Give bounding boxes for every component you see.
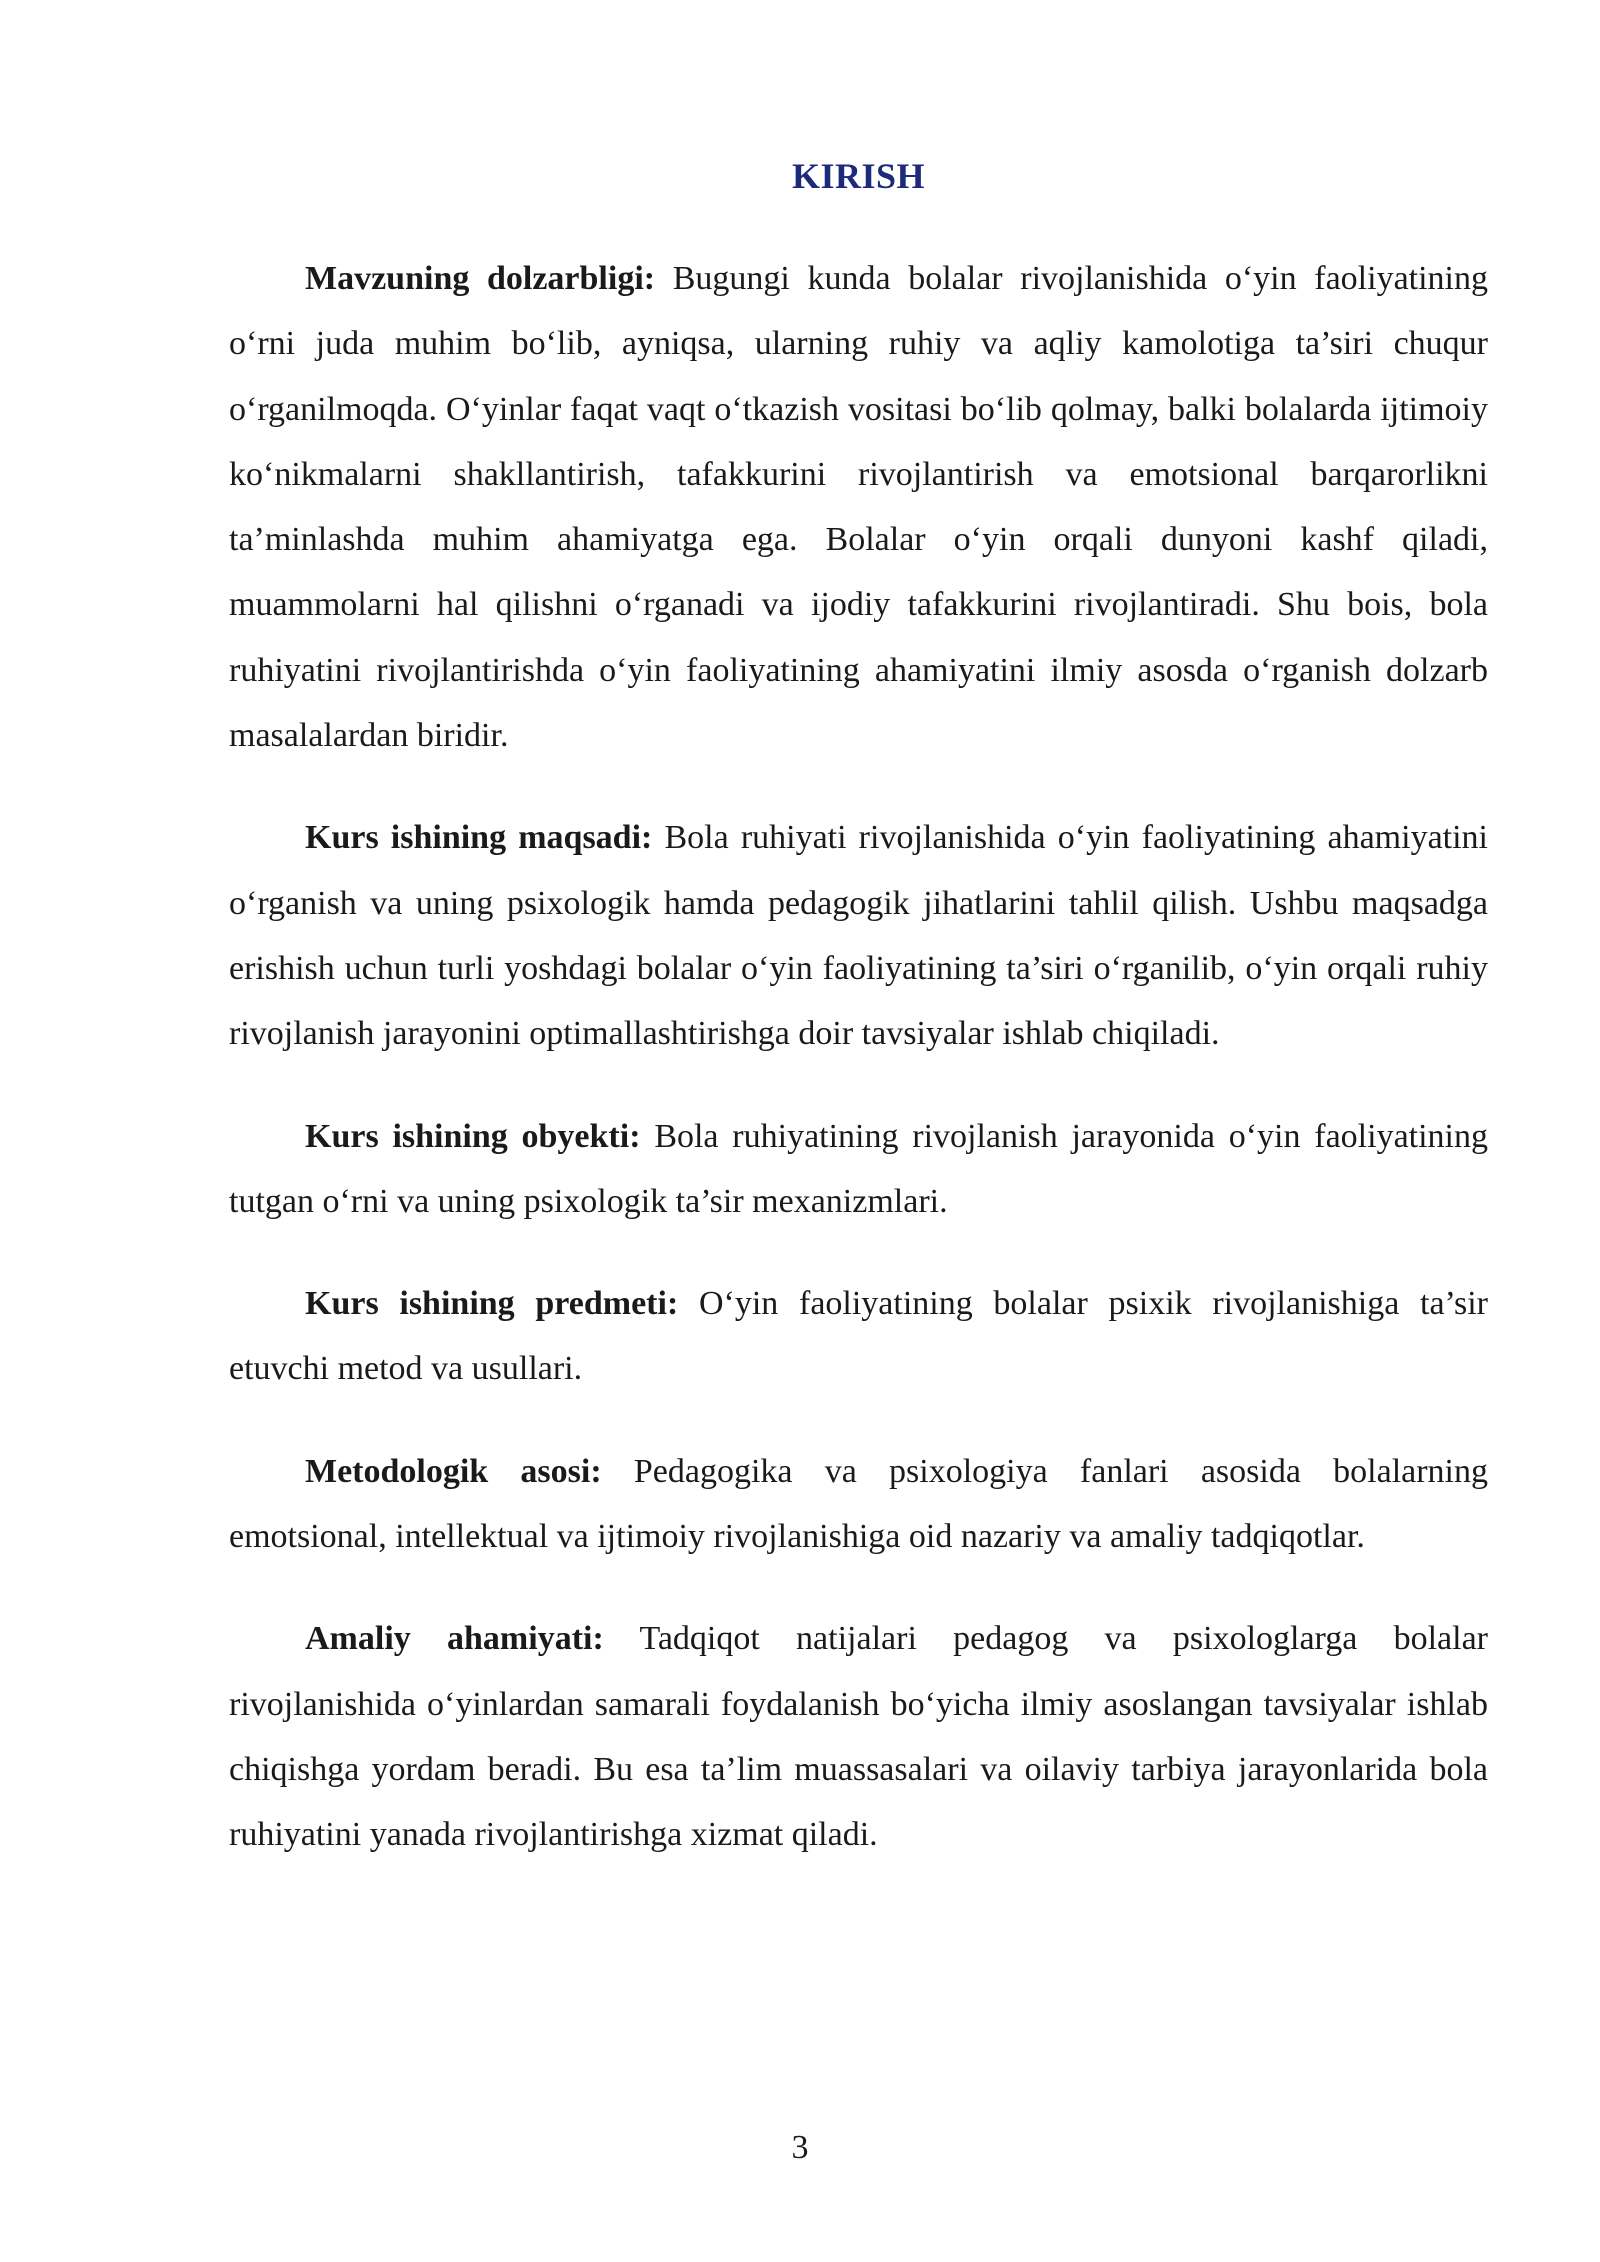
section-amaliy-ahamiyati — [229, 1606, 1488, 1867]
section-text: Tadqiqot natijalari pedagog va psixologlarga bolalar rivojlanishida o‘yinlardan samarali foydalanish bo‘yicha ilmiy asoslangan tavsiyalar ishlab chiqishga yordam beradi. Bu esa ta’lim muassasalari va oilaviy tarbiya jarayonlarida bola ruhiyatini yanada rivojlantirishga xizmat qiladi. — [229, 1620, 1488, 1854]
section-label: Kurs ishining predmeti: — [305, 1285, 679, 1323]
section-text: Bola ruhiyati rivojlanishida o‘yin faoliyatining ahamiyatini o‘rganish va uning psixologik hamda pedagogik jihatlarini tahlil qilish. Ushbu maqsadga erishish uchun turli yoshdagi bolalar o‘yin faoliyatining ta’siri o‘rganilib, o‘yin orqali ruhiy rivojlanish jarayonini optimallashtirishga doir tavsiyalar ishlab chiqiladi. — [229, 819, 1489, 1053]
section-obyekti — [229, 1104, 1488, 1235]
section-text: Bugungi kunda bolalar rivojlanishida o‘yin faoliyatining o‘rni juda muhim bo‘lib, ayniqsa, ularning ruhiy va aqliy kamolotiga ta’siri chuqur o‘rganilmoqda. O‘yinlar faqat vaqt o‘tkazish vositasi bo‘lib qolmay, balki bolalarda ijtimoiy ko‘nikmalarni shakllantirish, tafakkurini rivojlantirish va emotsional barqarorlikni ta’minlashda muhim ahamiyatga ega. Bolalar o‘yin orqali dunyoni kashf qiladi, muammolarni hal qilishni o‘rganadi va ijodiy tafakkurini rivojlantiradi. Shu bois, bola ruhiyatini rivojlantirishda o‘yin faoliyatining ahamiyatini ilmiy asosda o‘rganish dolzarb masalalardan biridir. — [229, 260, 1489, 755]
section-text: Bola ruhiyatining rivojlanish jarayonida o‘yin faoliyatining tutgan o‘rni va uning psixologik ta’sir mexanizmlari. — [229, 1117, 1489, 1220]
page-number: 3 — [791, 2129, 809, 2166]
page-content — [229, 150, 1488, 1905]
section-label: Amaliy ahamiyati: — [305, 1620, 604, 1658]
section-maqsadi — [229, 805, 1488, 1066]
section-label: Kurs ishining maqsadi: — [305, 819, 653, 857]
section-label: Mavzuning dolzarbligi: — [305, 260, 656, 297]
section-label: Metodologik asosi: — [305, 1452, 602, 1490]
section-label: Kurs ishining obyekti: — [305, 1117, 641, 1155]
page-title: KIRISH — [791, 156, 926, 196]
section-text: O‘yin faoliyatining bolalar psixik rivojlanishiga ta’sir etuvchi metod va usullari. — [229, 1285, 1488, 1388]
section-metodologik-asosi — [229, 1439, 1488, 1570]
section-predmeti — [229, 1271, 1488, 1402]
section-dolzarbligi — [229, 246, 1488, 768]
section-text: Pedagogika va psixologiya fanlari asosida bolalarning emotsional, intellektual va ijtimoiy rivojlanishiga oid nazariy va amaliy tadqiqotlar. — [229, 1452, 1488, 1556]
